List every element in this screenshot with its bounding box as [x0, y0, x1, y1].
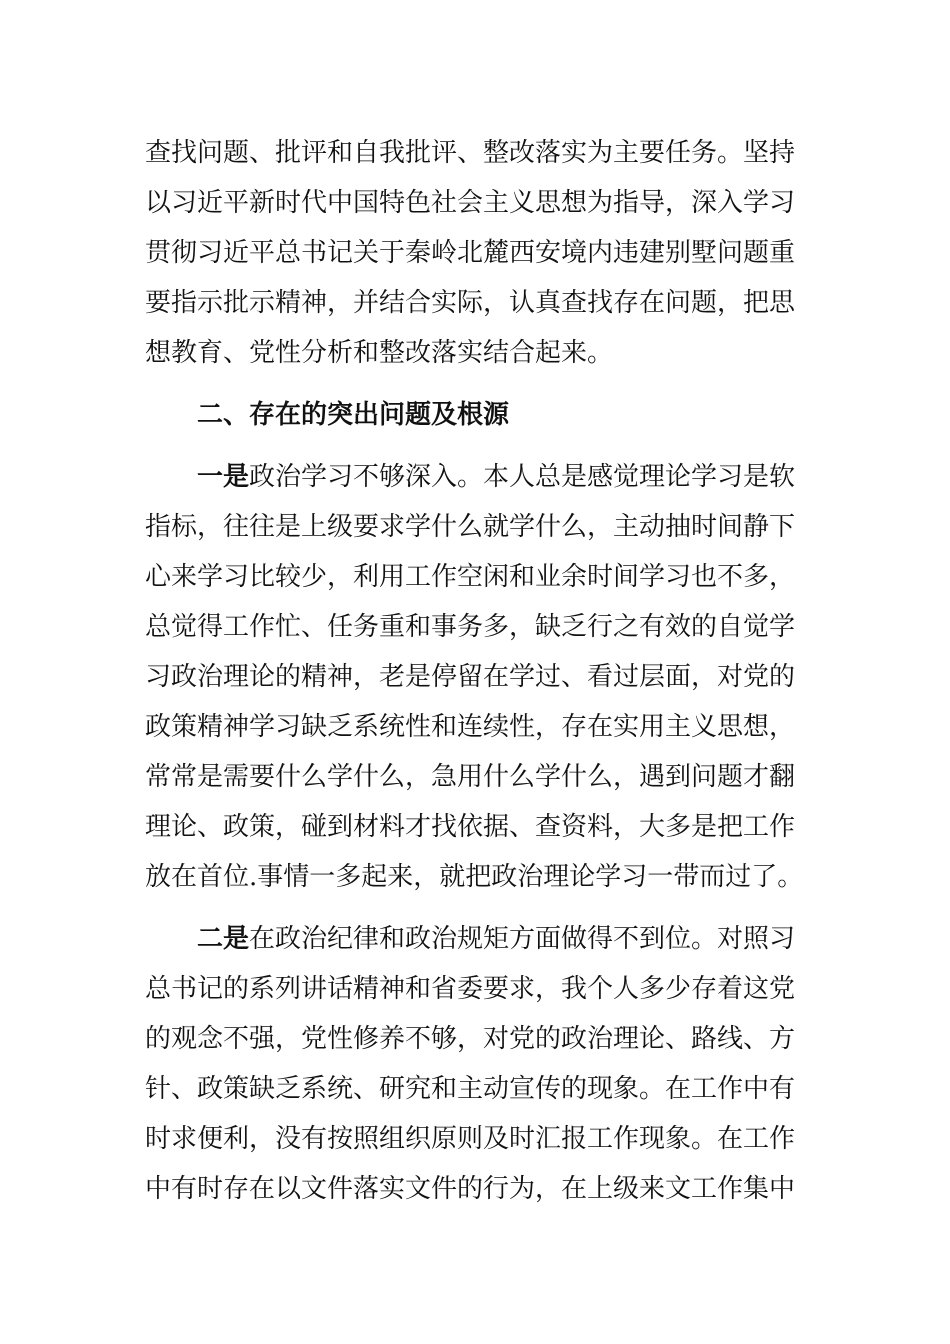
paragraph-line: 放在首位.事情一多起来，就把政治理论学习一带而过了。: [145, 862, 804, 892]
paragraph-line: 政策精神学习缺乏系统性和连续性，存在实用主义思想，: [145, 712, 796, 742]
paragraph-line: 中有时存在以文件落实文件的行为，在上级来文工作集中: [145, 1174, 796, 1204]
paragraph-line: 心来学习比较少，利用工作空闲和业余时间学习也不多，: [145, 562, 796, 592]
paragraph-line: 时求便利，没有按照组织原则及时汇报工作现象。在工作: [145, 1124, 796, 1154]
paragraph-line: 贯彻习近平总书记关于秦岭北麓西安境内违建别墅问题重: [145, 238, 796, 268]
item-text: 在政治纪律和政治规矩方面做得不到位。对照习: [249, 924, 796, 954]
paragraph-line: 常常是需要什么学什么，急用什么学什么，遇到问题才翻: [145, 762, 796, 792]
item-lead: 一是: [197, 462, 250, 492]
section-heading: 二、存在的突出问题及根源: [197, 400, 510, 430]
paragraph-line: 总觉得工作忙、任务重和事务多，缺乏行之有效的自觉学: [145, 612, 796, 642]
paragraph-line: 以习近平新时代中国特色社会主义思想为指导，深入学习: [145, 188, 796, 218]
paragraph-line: 习政治理论的精神，老是停留在学过、看过层面，对党的: [145, 662, 796, 692]
paragraph-line: 总书记的系列讲话精神和省委要求，我个人多少存着这党: [145, 974, 796, 1004]
document-body: [145, 128, 804, 1214]
paragraph-line: 针、政策缺乏系统、研究和主动宣传的现象。在工作中有: [145, 1074, 796, 1104]
paragraph-first-line: [145, 452, 795, 502]
item-lead: 二是: [197, 924, 250, 954]
paragraph-line: 查找问题、批评和自我批评、整改落实为主要任务。坚持: [145, 138, 796, 168]
item-text: 政治学习不够深入。本人总是感觉理论学习是软: [249, 462, 796, 492]
paragraph-line: 想教育、党性分析和整改落实结合起来。: [145, 338, 614, 368]
paragraph-line: 理论、政策，碰到材料才找依据、查资料，大多是把工作: [145, 812, 796, 842]
item-two-paragraph: [145, 914, 795, 1214]
paragraph-line: 要指示批示精神，并结合实际，认真查找存在问题，把思: [145, 288, 796, 318]
item-one-paragraph: [145, 452, 804, 902]
paragraph-line: 的观念不强，党性修养不够，对党的政治理论、路线、方: [145, 1024, 796, 1054]
intro-paragraph: [145, 128, 795, 378]
paragraph-first-line: [145, 914, 795, 964]
paragraph-line: 指标，往往是上级要求学什么就学什么，主动抽时间静下: [145, 512, 796, 542]
